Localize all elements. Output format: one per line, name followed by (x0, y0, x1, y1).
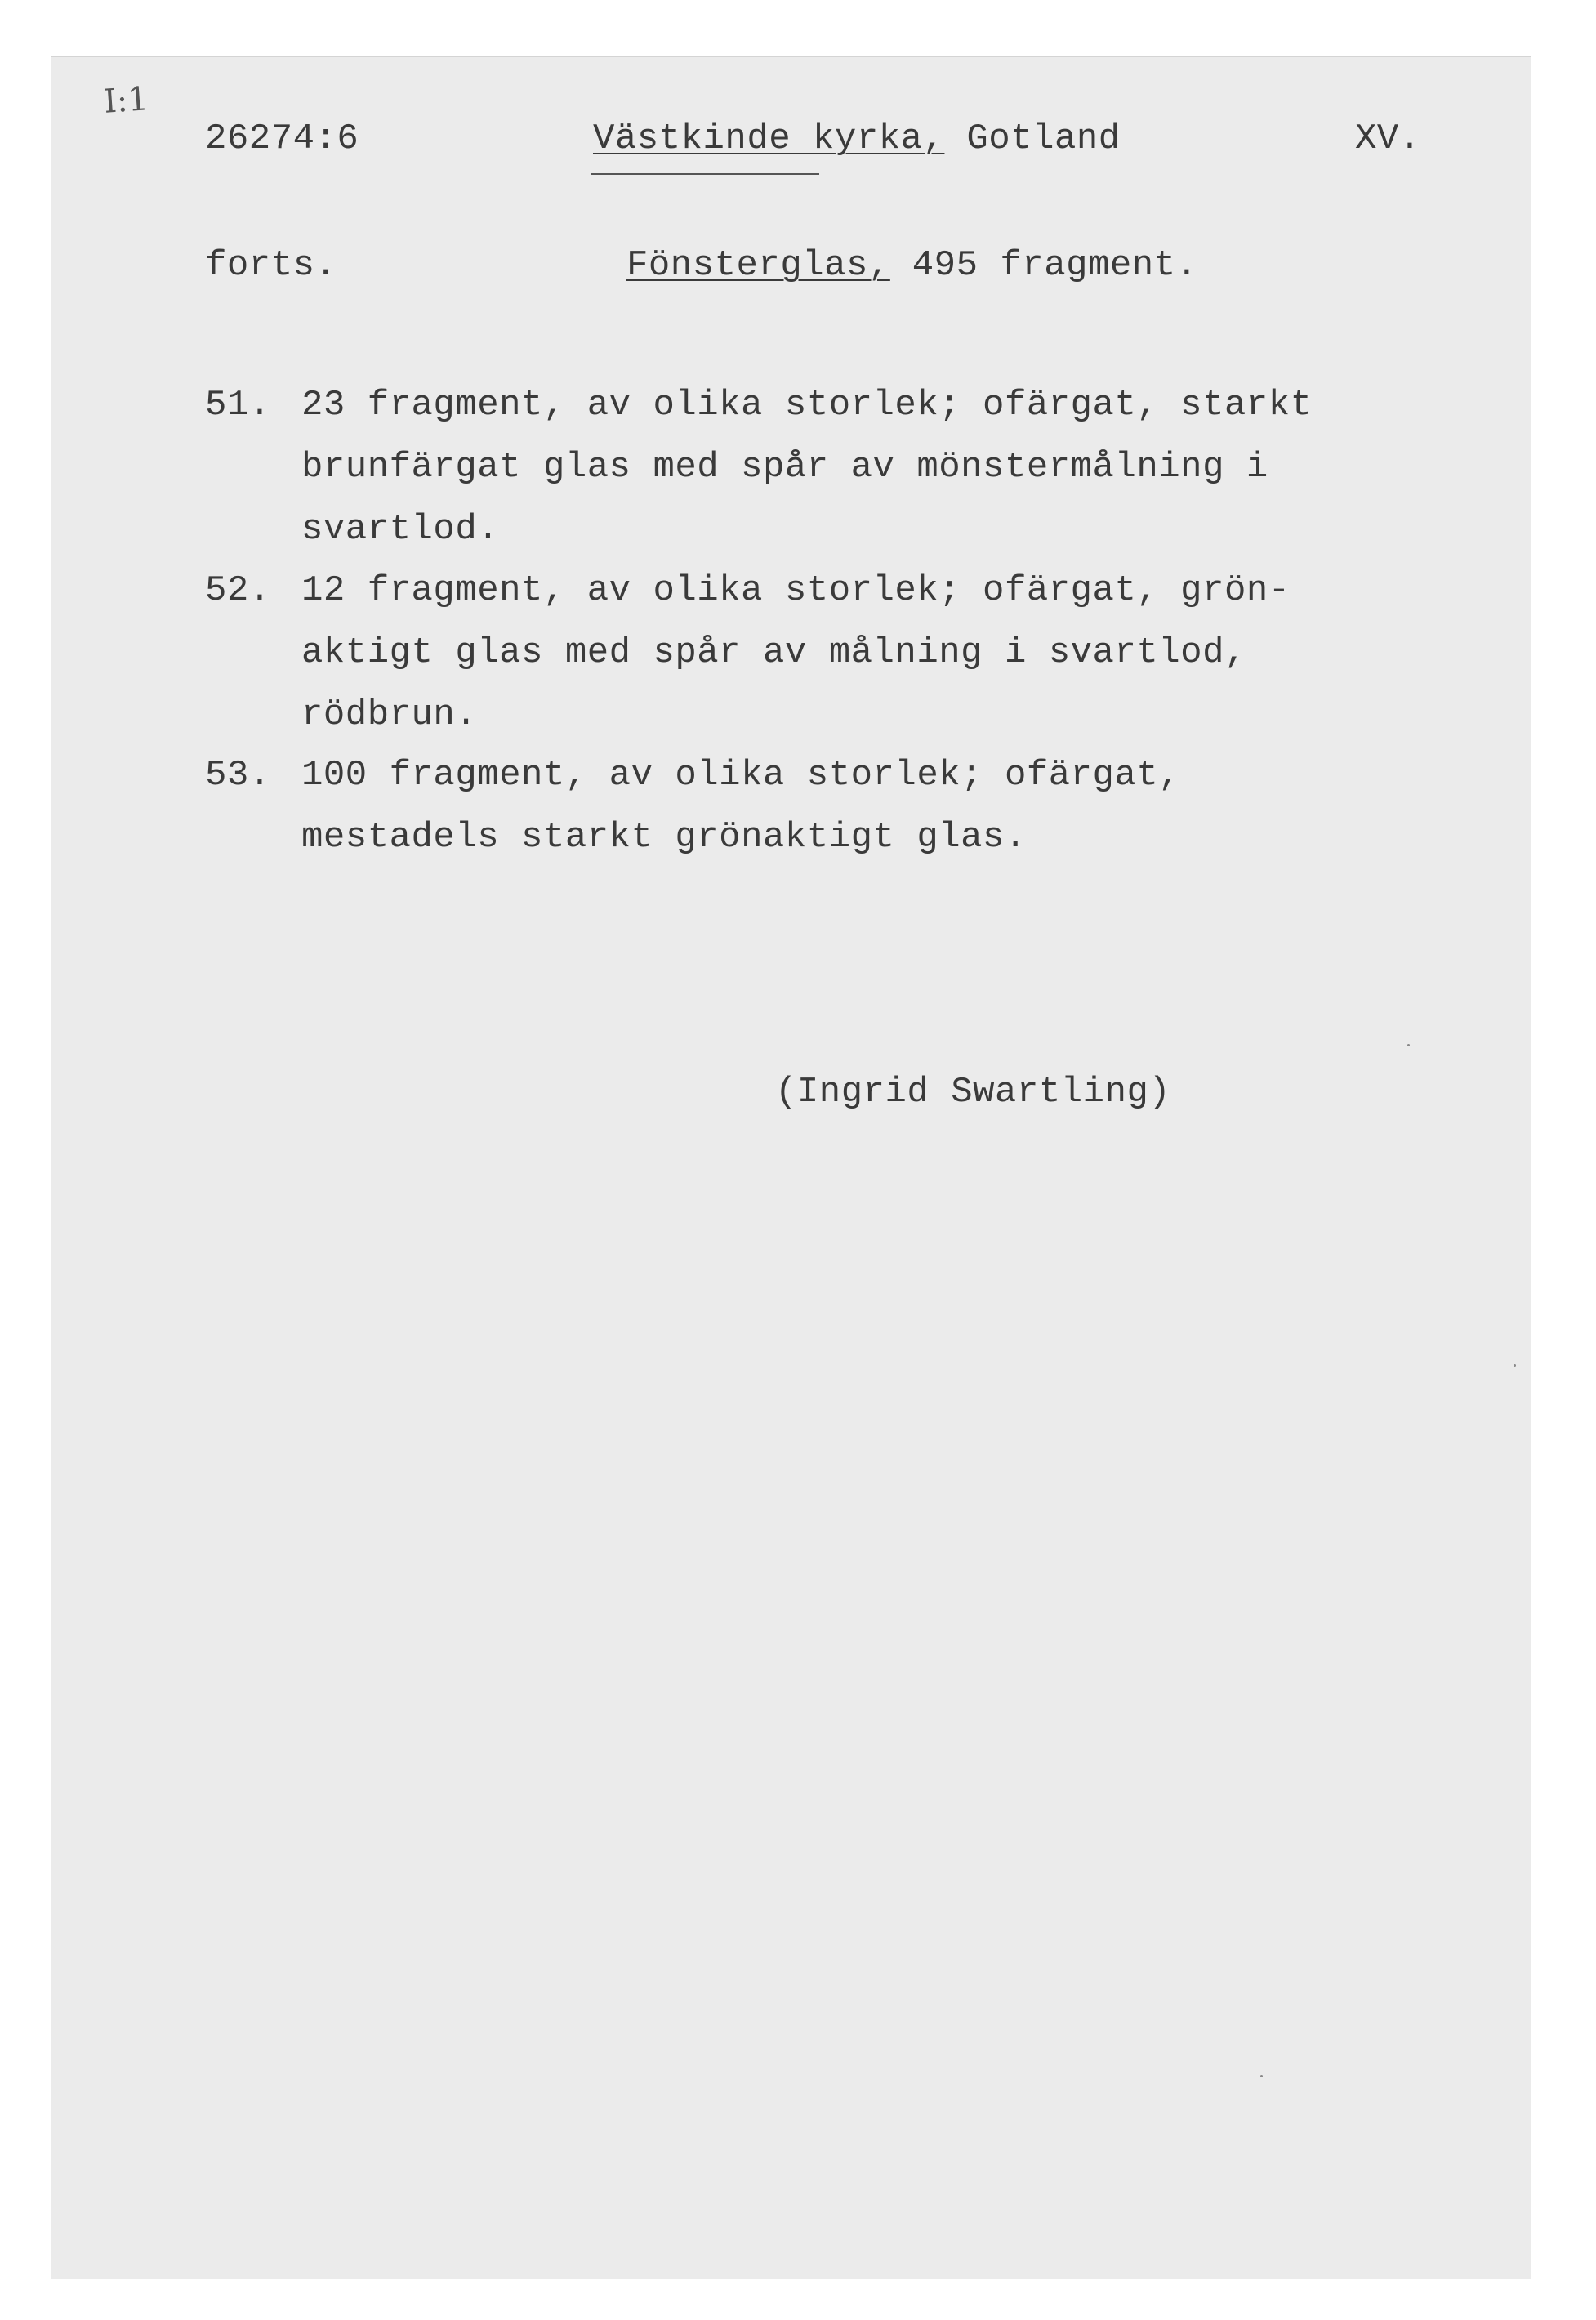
entry-line: rödbrun. (301, 694, 478, 735)
region-name: Gotland (966, 118, 1121, 159)
author-signature: (Ingrid Swartling) (775, 1072, 1171, 1113)
entry-number: 51. (205, 385, 271, 426)
paper-speck (1514, 1364, 1516, 1367)
corner-handwritten-mark: I:1 (102, 80, 150, 121)
catalog-number: 26274:6 (205, 118, 359, 159)
entry-number: 53. (205, 755, 271, 796)
catalog-card (51, 56, 1531, 2279)
paper-speck (1407, 1044, 1410, 1046)
underline-stroke (591, 173, 819, 175)
header-location (593, 118, 1121, 159)
entry-line: mestadels starkt grönaktigt glas. (301, 817, 1027, 858)
entry-line: svartlod. (301, 509, 500, 550)
location-name: Västkinde kyrka, (593, 118, 945, 159)
category-count: 495 fragment. (912, 245, 1198, 286)
entry-line: aktigt glas med spår av målning i svartlod, (301, 632, 1246, 673)
paper-speck (1260, 2075, 1263, 2077)
entry-line: brunfärgat glas med spår av mönstermålning i (301, 447, 1268, 488)
entry-number: 52. (205, 570, 271, 611)
entry-line: 100 fragment, av olika storlek; ofärgat, (301, 755, 1181, 796)
entry-line: 12 fragment, av olika storlek; ofärgat, grön- (301, 570, 1291, 611)
category-name: Fönsterglas, (626, 245, 890, 286)
category-line (626, 245, 1198, 286)
sheet-number: XV. (1355, 118, 1421, 159)
continued-label: forts. (205, 245, 337, 286)
entry-line: 23 fragment, av olika storlek; ofärgat, starkt (301, 385, 1313, 426)
